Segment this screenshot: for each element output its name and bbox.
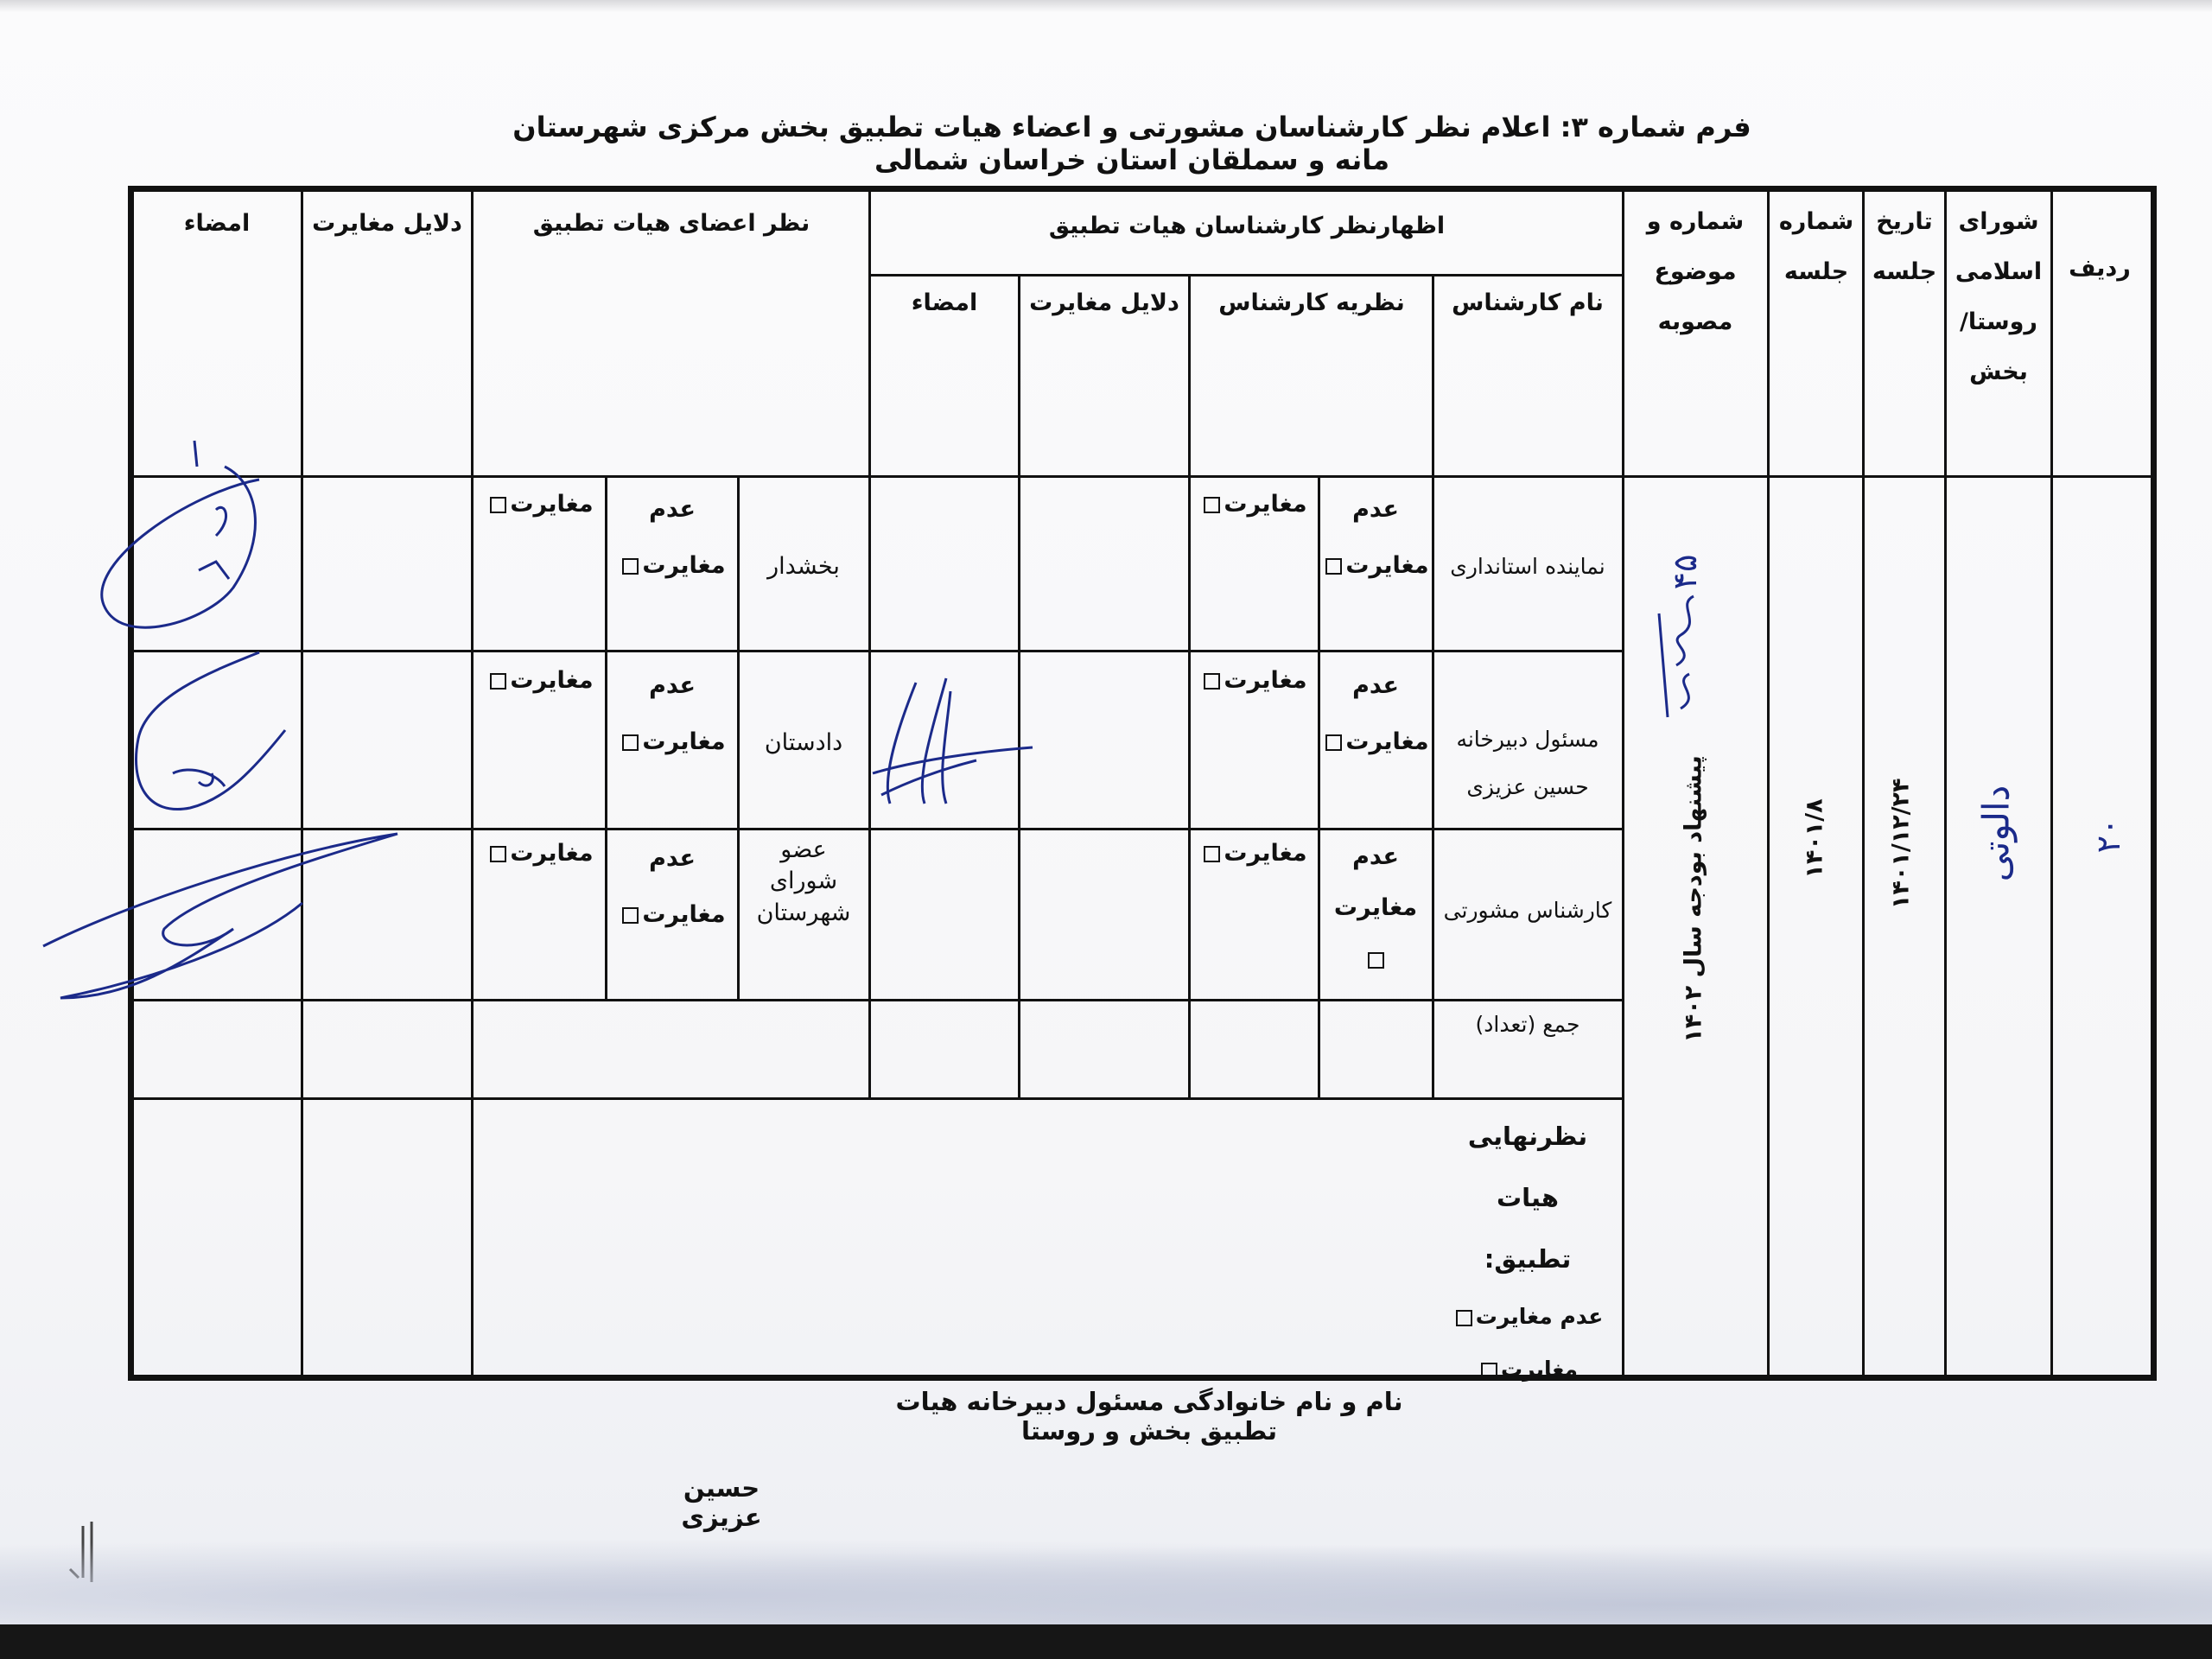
member-1-discrepancy xyxy=(477,482,603,526)
member-2-discrepancy xyxy=(477,658,603,702)
sum-label: جمع (تعداد) xyxy=(1475,1012,1580,1037)
label-no: عدم xyxy=(1352,672,1399,699)
label-discrepancy: مغایرت xyxy=(642,900,726,928)
checkbox-discrepancy-2[interactable] xyxy=(1204,673,1220,690)
checkbox-member-no-discrepancy-2[interactable] xyxy=(622,734,639,751)
label-discrepancy: مغایرت xyxy=(1224,667,1307,694)
checkbox-member-discrepancy-2[interactable] xyxy=(490,673,506,690)
label-discrepancy: مغایرت xyxy=(1345,728,1429,755)
option-checkbox xyxy=(1322,934,1429,985)
final-opinion-line1: نظرنهایی هیات xyxy=(1467,1122,1588,1213)
member-role-3 xyxy=(741,835,866,929)
header-council-line: اسلامی xyxy=(1955,258,2043,286)
v-line-6 xyxy=(1432,275,1434,1099)
label-discrepancy: مغایرت xyxy=(642,551,726,579)
scan-top-edge xyxy=(0,0,2212,12)
final-opinion-line2: تطبیق: xyxy=(1484,1244,1572,1274)
checkbox-final-discrepancy[interactable] xyxy=(1481,1363,1497,1379)
footer-responsible-label: نام و نام خانوادگی مسئول دبیرخانه هیات تطبیق بخش و روستا xyxy=(895,1387,1403,1446)
h-line-row1 xyxy=(131,650,1624,652)
checkbox-discrepancy-3[interactable] xyxy=(1204,846,1220,862)
label-no: عدم xyxy=(649,845,696,872)
checkbox-member-discrepancy-3[interactable] xyxy=(490,846,506,862)
v-line-1 xyxy=(2050,192,2053,1376)
v-line-4 xyxy=(1767,192,1770,1376)
option-no-discrepancy xyxy=(609,887,735,944)
checkbox-no-discrepancy-1[interactable] xyxy=(1325,558,1342,575)
header-expert-signature: امضاء xyxy=(911,289,978,316)
header-session-date-line: تاریخ xyxy=(1876,208,1933,235)
header-session-no-line: جلسه xyxy=(1783,258,1849,286)
header-resolution-line: شماره و xyxy=(1646,208,1745,235)
label-discrepancy: مغایرت xyxy=(510,840,594,867)
expert-3-no-discrepancy xyxy=(1322,831,1429,985)
v-line-7 xyxy=(1318,477,1320,1099)
header-discrepancy-reasons: دلایل مغایرت xyxy=(1029,289,1179,316)
handwritten-row-number: ۲۰ xyxy=(2089,817,2127,854)
expert-3-discrepancy xyxy=(1192,831,1315,875)
handwritten-resolution-number: ۴۵ xyxy=(1666,554,1704,590)
header-session-date xyxy=(1866,197,1942,297)
checkbox-no-discrepancy-3[interactable] xyxy=(1368,952,1384,969)
final-option-discrepancy xyxy=(1434,1343,1621,1395)
signature-member-3 xyxy=(26,825,406,1007)
expert-name-3: کارشناس مشورتی xyxy=(1443,898,1612,923)
expert-name-2-line2: حسین عزیزی xyxy=(1466,774,1589,799)
v-line-5 xyxy=(1622,192,1624,1376)
label-no: عدم xyxy=(1352,496,1399,523)
v-line-13 xyxy=(471,192,474,1376)
expert-name-2 xyxy=(1434,715,1621,810)
final-option-discrepancy-label: مغایرت xyxy=(1500,1357,1579,1382)
signature-expert-2 xyxy=(864,674,1037,812)
v-line-2 xyxy=(1944,192,1947,1376)
scan-bottom-edge xyxy=(0,1624,2212,1659)
header-experts-group: اظهارنظر کارشناسان هیات تطبیق xyxy=(1048,213,1446,239)
scan-shadow xyxy=(0,1538,2212,1633)
expert-1-no-discrepancy xyxy=(1322,482,1429,594)
expert-name-1: نماینده استانداری xyxy=(1450,554,1605,579)
member-1-no-discrepancy xyxy=(609,482,735,594)
member-role-3-line: عضو xyxy=(780,836,827,863)
expert-name-2-line1: مسئول دبیرخانه xyxy=(1456,727,1599,752)
option-no-discrepancy xyxy=(609,538,735,594)
header-row-no: ردیف xyxy=(2069,255,2131,282)
header-council xyxy=(1949,197,2048,397)
v-line-11 xyxy=(737,477,740,1001)
header-members-reasons: دلایل مغایرت xyxy=(312,210,462,237)
member-2-no-discrepancy xyxy=(609,658,735,771)
label-discrepancy: مغایرت xyxy=(642,728,726,755)
footer-responsible-name: حسین عزیزی xyxy=(681,1473,762,1532)
form-title: فرم شماره ۳: اعلام نظر کارشناسان مشورتی و اعضاء هیات تطبیق بخش مرکزی شهرستان مانه و سملقان استان خراسان شمالی xyxy=(512,111,1751,176)
checkbox-member-no-discrepancy-1[interactable] xyxy=(622,558,639,575)
option-no-discrepancy xyxy=(1322,715,1429,771)
checkbox-member-no-discrepancy-3[interactable] xyxy=(622,907,639,924)
final-opinion xyxy=(1434,1106,1621,1396)
header-session-no-line: شماره xyxy=(1778,208,1854,235)
expert-2-discrepancy xyxy=(1192,658,1315,702)
h-line-sum xyxy=(131,1097,1624,1100)
label-no: عدم xyxy=(1352,843,1399,870)
option-no-discrepancy xyxy=(1322,538,1429,594)
label-discrepancy: مغایرت xyxy=(1224,491,1307,518)
checkbox-final-no-discrepancy[interactable] xyxy=(1456,1310,1472,1326)
member-role-3-line: شهرستان xyxy=(756,899,851,926)
handwritten-resolution-note xyxy=(1642,588,1719,726)
member-3-no-discrepancy xyxy=(609,831,735,944)
label-discrepancy: مغایرت xyxy=(1333,894,1418,922)
label-discrepancy: مغایرت xyxy=(1224,840,1307,867)
option-no-discrepancy xyxy=(609,715,735,771)
handwritten-council-name: دالوتی xyxy=(1974,785,2018,882)
header-resolution-line: مصوبه xyxy=(1657,308,1733,336)
v-line-8 xyxy=(1188,275,1191,1099)
header-council-line: شورای xyxy=(1958,208,2039,235)
label-no: عدم xyxy=(649,496,696,523)
member-role-1: بخشدار xyxy=(767,553,840,580)
session-date: ۱۴۰۱/۱۲/۲۴ xyxy=(1887,778,1915,910)
member-3-discrepancy xyxy=(477,831,603,875)
header-expert-name: نام کارشناس xyxy=(1452,289,1604,316)
form-table xyxy=(128,186,2157,1381)
header-council-line: روستا/ xyxy=(1960,308,2037,336)
expert-1-discrepancy xyxy=(1192,482,1315,526)
label-discrepancy: مغایرت xyxy=(1345,551,1429,579)
final-option-no-discrepancy-label: عدم مغایرت xyxy=(1475,1304,1604,1330)
h-line-experts-group xyxy=(868,274,1622,276)
signature-member-1 xyxy=(86,432,311,665)
header-members-group: نظر اعضای هیات تطبیق xyxy=(532,210,810,237)
checkbox-discrepancy-1[interactable] xyxy=(1204,497,1220,513)
final-option-no-discrepancy xyxy=(1434,1290,1621,1343)
header-council-line: بخش xyxy=(1969,359,2028,386)
checkbox-no-discrepancy-2[interactable] xyxy=(1325,734,1342,751)
label-discrepancy: مغایرت xyxy=(510,667,594,694)
v-line-12 xyxy=(605,477,607,1001)
header-members-signature: امضاء xyxy=(183,210,251,237)
label-no: عدم xyxy=(649,672,696,699)
v-line-3 xyxy=(1862,192,1865,1376)
member-role-3-line: شورای xyxy=(769,868,838,895)
member-role-2: دادستان xyxy=(764,729,843,756)
signature-member-2 xyxy=(112,644,302,825)
header-session-no xyxy=(1771,197,1861,297)
expert-2-no-discrepancy xyxy=(1322,658,1429,771)
header-session-date-line: جلسه xyxy=(1872,258,1937,286)
label-discrepancy: مغایرت xyxy=(510,491,594,518)
header-expert-opinion: نظریه کارشناس xyxy=(1218,289,1405,316)
resolution-topic: پیشنهاد بودجه سال ۱۴۰۲ xyxy=(1680,755,1707,1043)
v-line-10 xyxy=(868,192,871,1099)
header-resolution-line: موضوع xyxy=(1654,258,1737,286)
header-resolution xyxy=(1626,197,1764,347)
checkbox-member-discrepancy-1[interactable] xyxy=(490,497,506,513)
session-number: ۱۴۰۱/۸ xyxy=(1801,798,1828,879)
h-line-header-bottom xyxy=(131,475,2153,478)
